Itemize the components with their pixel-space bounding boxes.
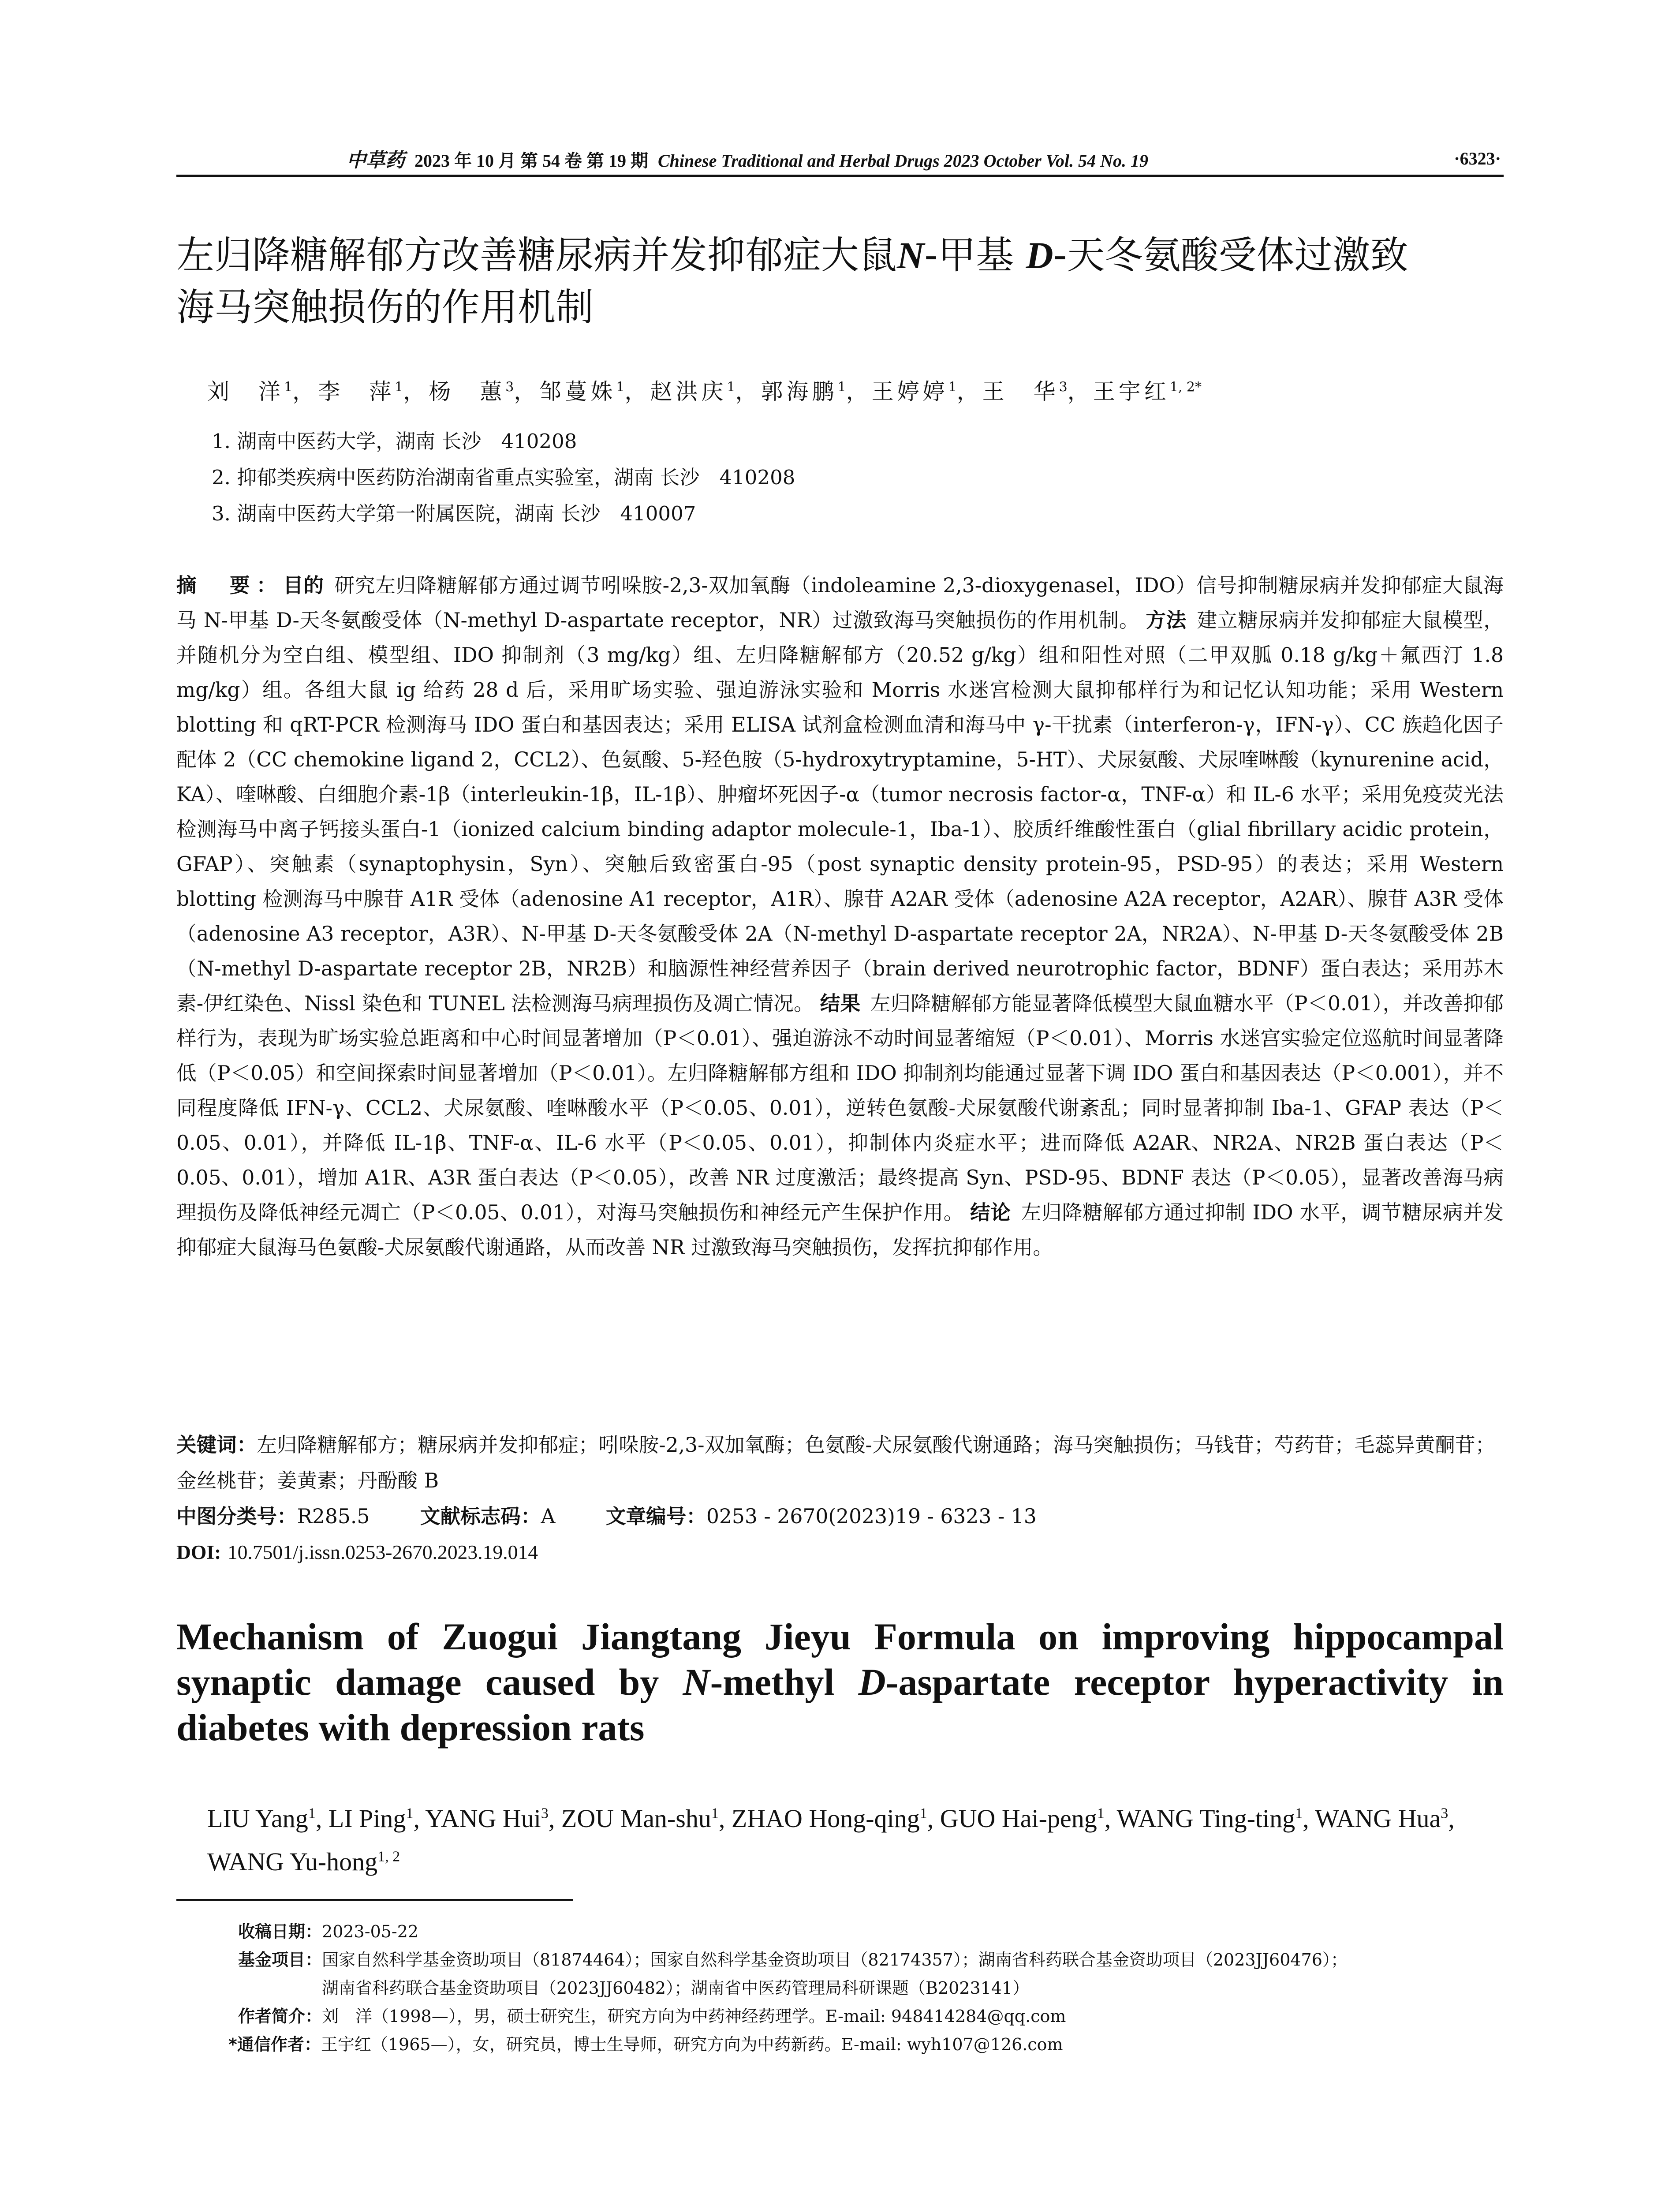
footnote-rule	[176, 1899, 573, 1901]
footnotes	[228, 1917, 1504, 2059]
author	[561, 1804, 719, 1833]
footnote-received	[238, 1917, 1504, 1946]
keywords-label: 关键词：	[176, 1433, 257, 1457]
journal-logo: 中草药	[347, 149, 405, 172]
author	[425, 1804, 549, 1833]
author-name: LIU Yang	[207, 1804, 308, 1833]
article-number-value: 0253 - 2670(2023)19 - 6323 - 13	[706, 1505, 1037, 1528]
title-cn-part1: 左归降糖解郁方改善糖尿病并发抑郁症大鼠	[176, 233, 897, 277]
author-affiliation-mark: 1	[1295, 1805, 1303, 1822]
title-cn	[176, 229, 1504, 333]
title-en-line2a: synaptic damage caused by	[176, 1661, 683, 1703]
author-bio-label: 作者简介：	[238, 2007, 322, 2026]
author-affiliation-mark: 1	[919, 1805, 927, 1822]
authors-cn: 刘 洋$^1$，李 萍$^1$，杨 蕙$^3$，邹蔓姝$^1$，赵洪庆$^1$，郭海鹏$^1$，王婷婷$^1$，王 华$^3$，王宇红$^{1, 2*}$	[207, 379, 1202, 404]
title-cn-part2: -甲基	[924, 233, 1026, 277]
clc-label: 中图分类号：	[176, 1505, 297, 1528]
author	[761, 379, 846, 404]
author-name: ZOU Man-shu	[561, 1804, 711, 1833]
authors-en: LIU Yang$^1$, LI Ping$^1$, YANG Hui$^3$, ZOU Man-shu$^1$, ZHAO Hong-qing$^1$, GUO Hai-peng$^1$, WANG Ting-ting$^1$, WANG Hua$^3$, WANG Yu-hong$^{1, 2}$	[207, 1804, 1455, 1876]
title-en-n: N	[683, 1661, 710, 1703]
author	[650, 379, 735, 404]
fund-line2: 湖南省科药联合基金资助项目（2023JJ60482）；湖南省中医药管理局科研课题（B2023141）	[322, 1978, 1030, 1998]
meta-lines	[176, 1427, 1504, 1570]
title-cn-line1	[176, 229, 1504, 281]
author-affiliation-mark: 3	[505, 379, 514, 395]
author	[207, 379, 292, 404]
corresponding-label: *通信作者：	[228, 2035, 321, 2054]
author-name: 李 萍	[318, 379, 395, 404]
affiliation-3: 3. 湖南中医药大学第一附属医院，湖南 长沙 410007	[212, 502, 696, 525]
title-cn-n: N	[897, 234, 925, 277]
fund-label: 基金项目：	[238, 1950, 322, 1970]
section-objective: 目的	[283, 574, 325, 597]
received-date: 2023-05-22	[322, 1922, 419, 1941]
author-affiliation-mark: 1	[727, 379, 735, 395]
author-affiliation-mark: 1, 2*	[1169, 379, 1202, 395]
corresponding-author: 王宇红（1965—），女，研究员，博士生导师，研究方向为中药新药。E-mail: wyh107@126.com	[321, 2035, 1063, 2054]
doi-label: DOI:	[176, 1541, 221, 1563]
abstract-results: 左归降糖解郁方能显著降低模型大鼠血糖水平（P＜0.01），并改善抑郁样行为，表现为旷场实验总距离和中心时间显著增加（P＜0.01）、强迫游泳不动时间显著缩短（P＜0.01）、Morris 水迷宫实验定位巡航时间显著降低（P＜0.05）和空间探索时间显著增加（P＜0.01）。左归降糖解郁方组和 IDO 抑制剂均能通过显著下调 IDO 蛋白和基因表达（P＜0.001），并不同程度降低 IFN-γ、CCL2、犬尿氨酸、喹啉酸水平（P＜0.05、0.01），逆转色氨酸-犬尿氨酸代谢紊乱；同时显著抑制 Iba-1、GFAP 表达（P＜0.05、0.01），并降低 IL-1β、TNF-α、IL-6 水平（P＜0.05、0.01），抑制体内炎症水平；进而降低 A2AR、NR2A、NR2B 蛋白表达（P＜0.05、0.01），增加 A1R、A3R 蛋白表达（P＜0.05），改善 NR 过度激活；最终提高 Syn、PSD-95、BDNF 表达（P＜0.05），显著改善海马病理损伤及降低神经元凋亡（P＜0.05、0.01），对海马突触损伤和神经元产生保护作用。	[176, 992, 1504, 1224]
classification-row	[176, 1499, 1504, 1534]
author-name: YANG Hui	[425, 1804, 541, 1833]
author	[872, 379, 957, 404]
footnote-author	[238, 2002, 1504, 2030]
title-en-d: D	[858, 1661, 886, 1703]
abstract-methods: 建立糖尿病并发抑郁症大鼠模型，并随机分为空白组、模型组、IDO 抑制剂（3 mg/kg）组、左归降糖解郁方（20.52 g/kg）组和阳性对照（二甲双胍 0.18 g/kg＋氟西汀 1.8 mg/kg）组。各组大鼠 ig 给药 28 d 后，采用旷场实验、强迫游泳实验和 Morris 水迷宫检测大鼠抑郁样行为和记忆认知功能；采用 Western blotting 和 qRT-PCR 检测海马 IDO 蛋白和基因表达；采用 ELISA 试剂盒检测血清和海马中 γ-干扰素（interferon-γ，IFN-γ）、CC 族趋化因子配体 2（CC chemokine ligand 2，CCL2）、色氨酸、5-羟色胺（5-hydroxytryptamine，5-HT）、犬尿氨酸、犬尿喹啉酸（kynurenine acid，KA）、喹啉酸、白细胞介素-1β（interleukin-1β，IL-1β）、肿瘤坏死因子-α（tumor necrosis factor-α，TNF-α）和 IL-6 水平；采用免疫荧光法检测海马中离子钙接头蛋白-1（ionized calcium binding adaptor molecule-1，Iba-1）、胶质纤维酸性蛋白（glial fibrillary acidic protein，GFAP）、突触素（synaptophysin，Syn）、突触后致密蛋白-95（post synaptic density protein-95，PSD-95）的表达；采用 Western blotting 检测海马中腺苷 A1R 受体（adenosine A1 receptor，A1R）、腺苷 A2AR 受体（adenosine A2A receptor，A2AR）、腺苷 A3R 受体（adenosine A3 receptor，A3R）、N-甲基 D-天冬氨酸受体 2A（N-methyl D-aspartate receptor 2A，NR2A）、N-甲基 D-天冬氨酸受体 2B（N-methyl D-aspartate receptor 2B，NR2B）和脑源性神经营养因子（brain derived neurotrophic factor，BDNF）蛋白表达；采用苏木素-伊红染色、Nissl 染色和 TUNEL 法检测海马病理损伤及凋亡情况。	[176, 609, 1504, 1015]
author	[329, 1804, 414, 1833]
received-label: 收稿日期：	[238, 1922, 322, 1941]
article-number-label: 文章编号：	[605, 1505, 706, 1528]
author-name: WANG Yu-hong	[207, 1847, 378, 1876]
author	[207, 1804, 316, 1833]
author-affiliation-mark: 1	[948, 379, 957, 395]
author-affiliation-mark: 1	[284, 379, 293, 395]
author-affiliation-mark: 3	[1059, 379, 1068, 395]
author-name: WANG Hua	[1315, 1804, 1441, 1833]
affiliation-2: 2. 抑郁类疾病中医药防治湖南省重点实验室，湖南 长沙 410208	[212, 466, 795, 489]
author-affiliation-mark: 1	[406, 1805, 414, 1822]
issue-cn: 2023 年 10 月 第 54 卷 第 19 期	[414, 151, 648, 171]
author-name: 王 华	[982, 379, 1059, 404]
author-name: GUO Hai-peng	[940, 1804, 1097, 1833]
keywords	[176, 1427, 1504, 1499]
doi-link[interactable]: 10.7501/j.issn.0253-2670.2023.19.014	[227, 1541, 538, 1563]
title-en	[176, 1614, 1504, 1750]
author-name: 杨 蕙	[429, 379, 506, 404]
abstract-conclusion: 左归降糖解郁方通过抑制 IDO 水平，调节糖尿病并发抑郁症大鼠海马色氨酸-犬尿氨酸代谢通路，从而改善 NR 过激致海马突触损伤，发挥抗抑郁作用。	[176, 1201, 1504, 1259]
author-name: 王宇红	[1093, 379, 1170, 404]
section-methods: 方法	[1146, 609, 1187, 632]
fund-line1: 国家自然科学基金资助项目（81874464）；国家自然科学基金资助项目（82174357）；湖南省科药联合基金资助项目（2023JJ60476）；	[322, 1950, 1348, 1970]
title-en-line2b: -methyl	[710, 1661, 859, 1703]
author-name: 邹蔓姝	[539, 379, 616, 404]
author	[732, 1804, 927, 1833]
title-en-line2	[176, 1659, 1504, 1705]
author-bio: 刘 洋（1998—），男，硕士研究生，研究方向为中药神经药理学。E-mail: 948414284@qq.com	[322, 2007, 1066, 2026]
author-affiliation-mark: 1	[711, 1805, 719, 1822]
doi-row	[176, 1534, 1504, 1570]
author	[429, 379, 514, 404]
title-cn-line2: 海马突触损伤的作用机制	[176, 285, 594, 329]
author-affiliation-mark: 1, 2	[377, 1848, 400, 1865]
title-cn-part3: -天冬氨酸受体过激致	[1053, 233, 1408, 277]
doc-code-value: A	[541, 1505, 556, 1528]
issue-en: Chinese Traditional and Herbal Drugs 2023 October Vol. 54 No. 19	[658, 151, 1148, 171]
author-name: WANG Ting-ting	[1116, 1804, 1295, 1833]
author-affiliation-mark: 1	[395, 379, 403, 395]
abstract-paragraph	[176, 568, 1504, 1265]
author-affiliation-mark: 3	[1441, 1805, 1449, 1822]
author-affiliation-mark: 1	[308, 1805, 316, 1822]
abstract-objective: 研究左归降糖解郁方通过调节吲哚胺-2,3-双加氧酶（indoleamine 2,3-dioxygenasel，IDO）信号抑制糖尿病并发抑郁症大鼠海马 N-甲基 D-天冬氨酸受体（N-methyl D-aspartate receptor，NR）过激致海马突触损伤的作用机制。	[176, 574, 1504, 632]
affiliations	[212, 423, 1490, 532]
abstract-label: 摘 要：	[176, 574, 284, 597]
abstract-cn	[176, 568, 1504, 1265]
author	[982, 379, 1068, 404]
author-affiliation-mark: 1	[616, 379, 625, 395]
title-en-line1: Mechanism of Zuogui Jiangtang Jieyu Formula on improving hippocampal	[176, 1615, 1504, 1658]
author-name: 赵洪庆	[650, 379, 727, 404]
author	[318, 379, 403, 404]
page-number: ·6323·	[1454, 148, 1501, 168]
section-conclusion: 结论	[970, 1201, 1011, 1224]
author-name: LI Ping	[328, 1804, 406, 1833]
footnote-corresponding	[228, 2030, 1504, 2059]
header-left	[179, 144, 1148, 172]
footnote-fund	[238, 1946, 1504, 2002]
author-name: 王婷婷	[871, 379, 948, 404]
clc-value: R285.5	[297, 1505, 370, 1528]
author	[1117, 1804, 1303, 1833]
author-affiliation-mark: 1	[1097, 1805, 1105, 1822]
title-cn-d: D	[1026, 234, 1053, 277]
author	[940, 1804, 1105, 1833]
keywords-text: 左归降糖解郁方；糖尿病并发抑郁症；吲哚胺-2,3-双加氧酶；色氨酸-犬尿氨酸代谢通路；海马突触损伤；马钱苷；芍药苷；毛蕊异黄酮苷；金丝桃苷；姜黄素；丹酚酸 B	[176, 1433, 1496, 1492]
author	[1093, 379, 1202, 404]
author-affiliation-mark: 3	[541, 1805, 549, 1822]
running-header	[176, 142, 1504, 177]
author	[1315, 1804, 1448, 1833]
author	[207, 1847, 400, 1876]
doc-code-label: 文献标志码：	[420, 1505, 541, 1528]
affiliation-1: 1. 湖南中医药大学，湖南 长沙 410208	[212, 430, 577, 453]
author-affiliation-mark: 1	[837, 379, 846, 395]
author-name: 郭海鹏	[761, 379, 838, 404]
author-name: ZHAO Hong-qing	[731, 1804, 920, 1833]
title-en-line2c: -aspartate receptor hyperactivity in	[885, 1661, 1504, 1703]
section-results: 结果	[820, 992, 861, 1015]
author-name: 刘 洋	[207, 379, 284, 404]
title-en-line3: diabetes with depression rats	[176, 1706, 645, 1749]
author	[539, 379, 624, 404]
